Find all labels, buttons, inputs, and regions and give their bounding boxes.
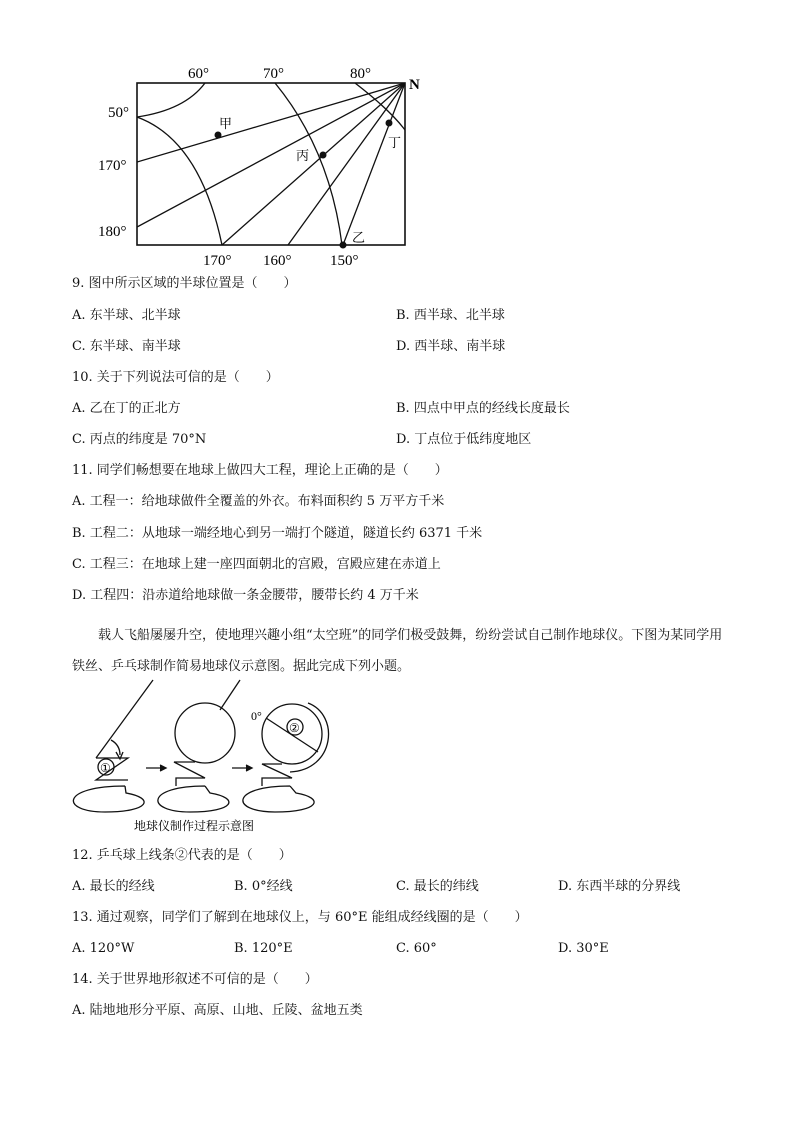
label-1: ①: [100, 761, 111, 775]
q11-option-a[interactable]: A. 工程一：给地球做件全覆盖的外衣。布料面积约 5 万平方千米: [72, 494, 445, 509]
q9-option-d[interactable]: D. 西半球、南半球: [396, 339, 506, 354]
north-label: N: [409, 77, 420, 93]
q11-option-d[interactable]: D. 工程四：沿赤道给地球做一条金腰带，腰带长约 4 万千米: [72, 588, 419, 603]
lon-bottom-160: 160°: [263, 253, 292, 269]
q9-option-b[interactable]: B. 西半球、北半球: [396, 308, 505, 323]
figure-caption: 地球仪制作过程示意图: [134, 819, 255, 833]
question-12: 12. 乒乓球上线条②代表的是（ ）: [72, 848, 292, 863]
intro-paragraph: 载人飞船屡屡升空，使地理兴趣小组“太空班”的同学们极受鼓舞，纷纷尝试自己制作地球仪。下图为某同学用铁丝、乒乓球制作简易地球仪示意图。据此完成下列小题。: [72, 628, 723, 674]
base-stage-3: [243, 786, 314, 812]
lon-bottom-150: 150°: [330, 253, 359, 269]
point-ding: [386, 120, 393, 127]
question-13: 13. 通过观察，同学们了解到在地球仪上，与 60°E 能组成经线圈的是（ ）: [72, 910, 528, 925]
lon-top-60: 60°: [188, 66, 209, 82]
angle-arrow: [111, 740, 120, 755]
parallel-arc-70: [275, 83, 342, 245]
meridian-line: [137, 83, 405, 227]
question-11: 11. 同学们畅想要在地球上做四大工程，理论上正确的是（ ）: [72, 463, 448, 478]
point-bing: [320, 152, 327, 159]
meridian-line: [343, 83, 405, 245]
label-2: ②: [289, 721, 300, 735]
question-10: 10. 关于下列说法可信的是（ ）: [72, 370, 279, 385]
meridian-line: [222, 83, 405, 245]
q13-option-a[interactable]: A. 120°W: [72, 941, 135, 956]
label-0-degree: 0°: [251, 709, 262, 723]
base-stage-2: [158, 786, 229, 812]
meridian-line: [137, 83, 405, 162]
q10-option-c[interactable]: C. 丙点的纬度是 70°N: [72, 432, 207, 447]
q13-option-b[interactable]: B. 120°E: [234, 941, 293, 956]
q14-option-a[interactable]: A. 陆地地形分平原、高原、山地、丘陵、盆地五类: [72, 1003, 363, 1018]
map-frame: [137, 83, 405, 245]
parallel-arc-60: [137, 83, 205, 117]
lat-left-170: 170°: [98, 158, 127, 174]
process-arrow-1-head: [160, 765, 166, 771]
meridian-line: [288, 83, 405, 245]
q13-option-c[interactable]: C. 60°: [396, 941, 437, 956]
q10-option-a[interactable]: A. 乙在丁的正北方: [72, 401, 181, 416]
question-9: 9. 图中所示区域的半球位置是（ ）: [72, 276, 297, 291]
base-stage-1: [73, 786, 144, 812]
q9-option-c[interactable]: C. 东半球、南半球: [72, 339, 181, 354]
q10-option-d[interactable]: D. 丁点位于低纬度地区: [396, 432, 532, 447]
label-bing: 丙: [296, 148, 310, 163]
process-arrow-2-head: [246, 765, 252, 771]
label-yi: 乙: [352, 230, 366, 245]
q12-option-b[interactable]: B. 0°经线: [234, 879, 293, 894]
q12-option-c[interactable]: C. 最长的纬线: [396, 879, 479, 894]
q13-option-d[interactable]: D. 30°E: [558, 941, 609, 956]
lon-top-70: 70°: [263, 66, 284, 82]
wire-stage-1: [96, 680, 153, 758]
point-yi: [340, 242, 347, 249]
question-14: 14. 关于世界地形叙述不可信的是（ ）: [72, 972, 318, 987]
label-ding: 丁: [388, 135, 402, 150]
lon-top-80: 80°: [350, 66, 371, 82]
wire-stage-2: [220, 680, 240, 710]
label-jia: 甲: [219, 116, 233, 131]
parallel-arc-65: [137, 117, 222, 245]
point-jia: [215, 132, 222, 139]
q11-option-c[interactable]: C. 工程三：在地球上建一座四面朝北的宫殿，宫殿应建在赤道上: [72, 557, 441, 572]
lon-bottom-170: 170°: [203, 253, 232, 269]
globe-making-figure: [68, 676, 338, 838]
ball-stage-2: [175, 703, 235, 763]
lat-left-50: 50°: [108, 105, 129, 121]
q9-option-a[interactable]: A. 东半球、北半球: [72, 308, 181, 323]
lat-left-180: 180°: [98, 224, 127, 240]
stand-stage-2: [174, 762, 205, 786]
q11-option-b[interactable]: B. 工程二：从地球一端经地心到另一端打个隧道，隧道长约 6371 千米: [72, 526, 483, 541]
stand-stage-3: [262, 764, 292, 786]
polar-grid-map: [90, 58, 430, 273]
q10-option-b[interactable]: B. 四点中甲点的经线长度最长: [396, 401, 570, 416]
q12-option-a[interactable]: A. 最长的经线: [72, 879, 155, 894]
q12-option-d[interactable]: D. 东西半球的分界线: [558, 879, 681, 894]
